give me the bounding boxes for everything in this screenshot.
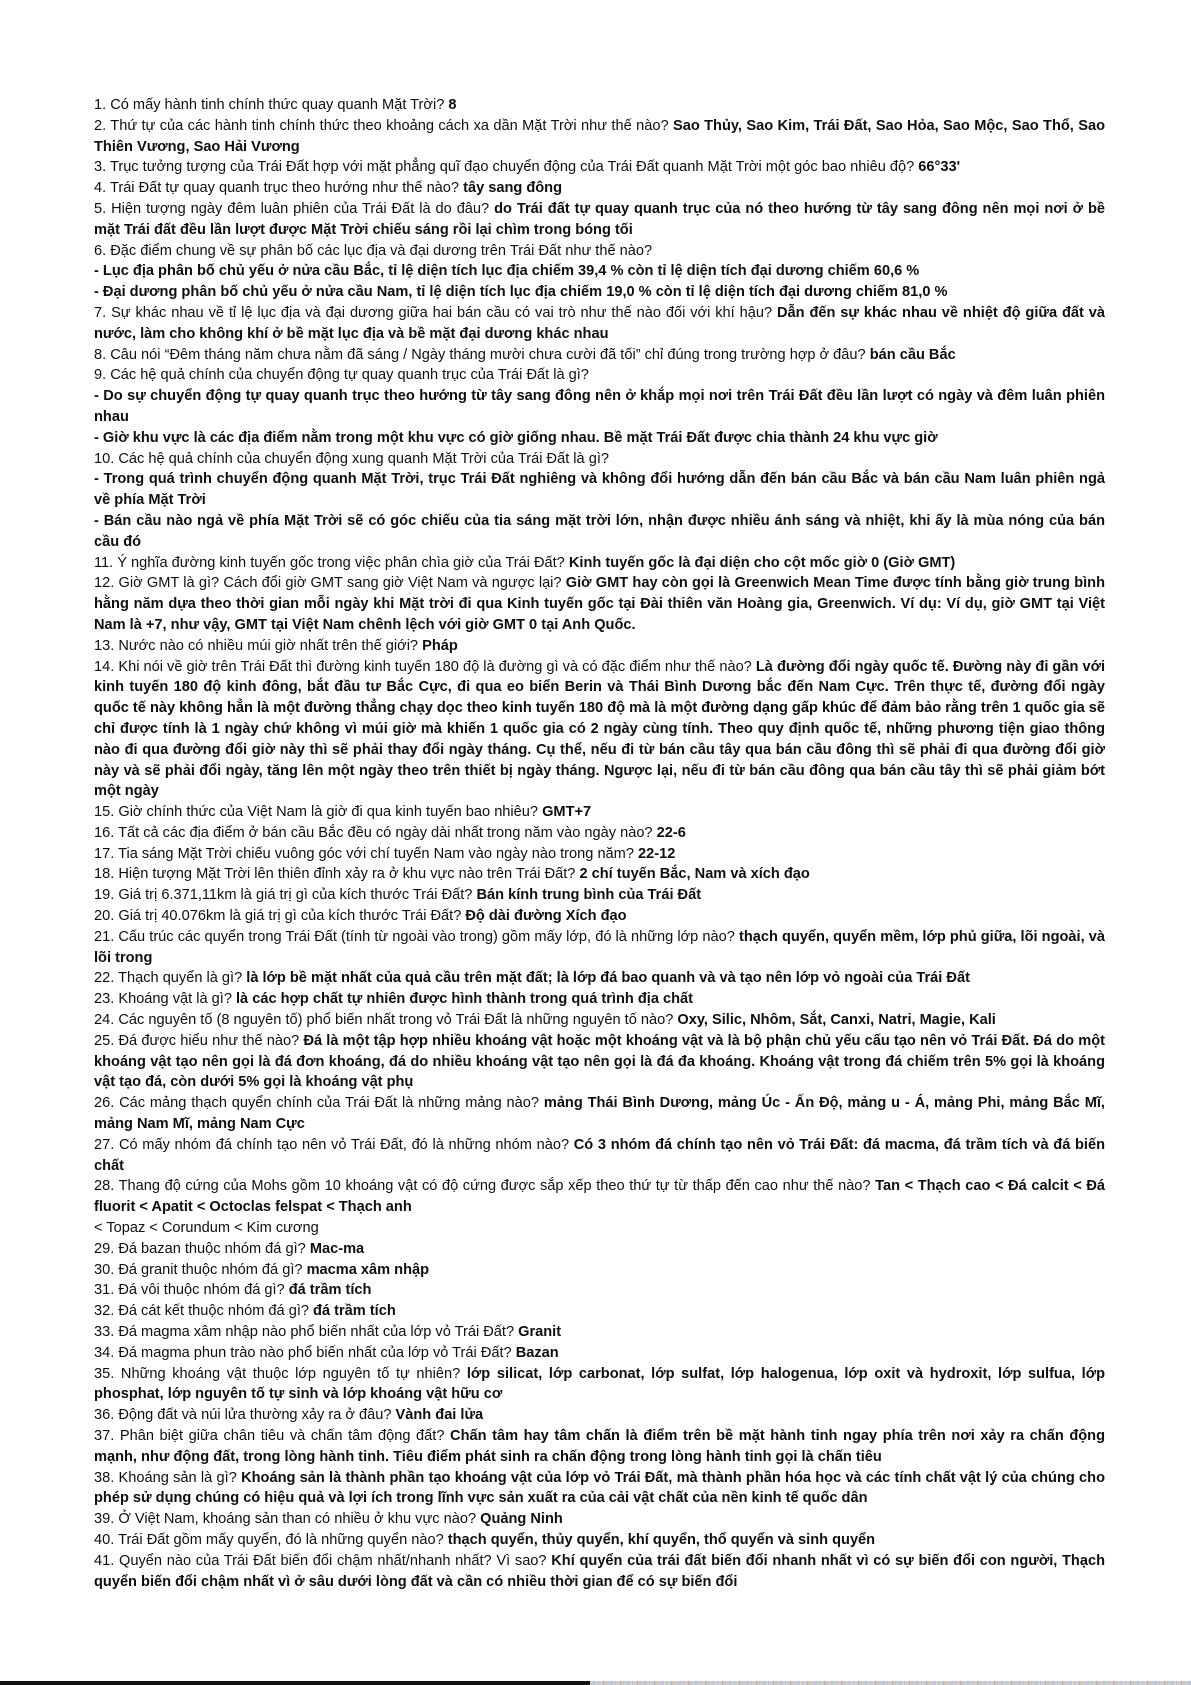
question-text: 19. Giá trị 6.371,11km là giá trị gì của kích thước Trái Đất? <box>94 887 477 904</box>
answer-text: đá trầm tích <box>313 1303 396 1320</box>
paragraph <box>94 345 1105 366</box>
paragraph <box>94 261 1105 282</box>
question-text: 14. Khi nói về giờ trên Trái Đất thì đường kinh tuyến 180 độ là đường gì và có đặc điểm như thế nào? <box>94 658 756 675</box>
answer-text: 22-12 <box>638 845 676 862</box>
question-text: 7. Sự khác nhau về tỉ lệ lục địa và đại dương giữa hai bán cầu có vai trò như thế nào đối với khí hậu? <box>94 304 777 321</box>
question-text: 41. Quyển nào của Trái Đất biến đổi chậm nhất/nhanh nhất? Vì sao? <box>94 1552 552 1569</box>
paragraph <box>94 95 1105 116</box>
question-text: 30. Đá granit thuộc nhóm đá gì? <box>94 1261 307 1278</box>
paragraph <box>94 1405 1105 1426</box>
paragraph <box>94 553 1105 574</box>
paragraph <box>94 927 1105 969</box>
question-text: 25. Đá được hiểu như thế nào? <box>94 1032 304 1049</box>
paragraph <box>94 1218 1105 1239</box>
question-text: 15. Giờ chính thức của Việt Nam là giờ đi qua kinh tuyến bao nhiêu? <box>94 804 543 821</box>
answer-text: Vành đai lửa <box>395 1407 484 1424</box>
paragraph <box>94 303 1105 345</box>
paragraph <box>94 1301 1105 1322</box>
paragraph <box>94 116 1105 158</box>
paragraph <box>94 199 1105 241</box>
answer-text: Bán kính trung bình của Trái Đất <box>476 887 702 904</box>
question-text: 16. Tất cả các địa điểm ở bán cầu Bắc đều có ngày dài nhất trong năm vào ngày nào? <box>94 824 657 841</box>
paragraph <box>94 1509 1105 1530</box>
answer-text: Pháp <box>422 637 458 654</box>
question-text: 35. Những khoáng vật thuộc lớp nguyên tố tự nhiên? <box>94 1365 467 1382</box>
paragraph <box>94 1093 1105 1135</box>
answer-text: mảng Thái Bình Dương, mảng Úc - Ấn Độ, mảng u - Á, mảng Phi, mảng Bắc Mĩ, mảng Nam Mĩ, mảng Nam Cực <box>94 1095 1105 1133</box>
taskbar-sliver-noise <box>590 1681 1191 1685</box>
question-text: 40. Trái Đất gồm mấy quyển, đó là những quyển nào? <box>94 1531 448 1548</box>
answer-text: macma xâm nhập <box>306 1261 430 1278</box>
question-text: 38. Khoáng sản là gì? <box>94 1469 242 1486</box>
paragraph <box>94 282 1105 303</box>
answer-text: là các hợp chất tự nhiên được hình thành trong quá trình địa chất <box>236 991 694 1008</box>
paragraph <box>94 1239 1105 1260</box>
answer-text: Là đường đổi ngày quốc tế. Đường này đi gần với kinh tuyến 180 độ kinh đông, bắt đầu tư Bắc Cực, đi qua eo biển Berin và Thái Bình Dương bắc đến Nam Cực. Trên thực tế, đường đổi ngày quốc tế này không hẳn là một đường thẳng chạy dọc theo kinh tuyến 180 độ mà là một đường dạng gấp khúc để đảm bảo rằng trên 1 quốc gia sẽ chỉ được tính là 1 ngày chứ không vì múi giờ mà khiến 1 quốc gia có 2 ngày cùng tính. Theo quy định quốc tế, những phương tiện giao thông nào đi qua đường đổi giờ này thì sẽ phải thay đổi ngày tháng. Cụ thể, nếu đi từ bán cầu tây qua bán cầu đông thì sẽ phải đi qua đường đổi giờ này và sẽ phải đổi ngày, tăng lên một ngày theo trên thiết bị ngày tháng. Ngược lại, nếu đi từ bán cầu đông qua bán cầu tây thì sẽ phải giảm bớt một ngày <box>94 658 1105 800</box>
answer-text: bán cầu Bắc <box>869 346 956 363</box>
answer-text: Tan < Thạch cao < Đá calcit < Đá fluorit < Apatit < Octoclas felspat < Thạch anh <box>94 1178 1106 1216</box>
answer-text: lớp silicat, lớp carbonat, lớp sulfat, lớp halogenua, lớp oxit và hydroxit, lớp sulfua, lớp phosphat, lớp nguyên tố tự sinh và lớp khoáng vật hữu cơ <box>94 1365 1105 1403</box>
question-text: 21. Cấu trúc các quyển trong Trái Đất (tính từ ngoài vào trong) gồm mấy lớp, đó là những lớp nào? <box>94 928 739 945</box>
answer-text: đá trầm tích <box>288 1282 372 1299</box>
answer-text: - Do sự chuyển động tự quay quanh trục theo hướng từ tây sang đông nên ở khắp mọi nơi trên Trái Đất đều lần lượt có ngày và đêm luân phiên nhau <box>94 388 1105 425</box>
question-text: 28. Thang độ cứng của Mohs gồm 10 khoáng vật có độ cứng được sắp xếp theo thứ tự từ thấp đến cao như thế nào? <box>94 1178 876 1195</box>
paragraph <box>94 469 1105 511</box>
paragraph <box>94 968 1105 989</box>
paragraph <box>94 449 1105 470</box>
answer-text: Khoáng sản là thành phần tạo khoáng vật của lớp vỏ Trái Đất, mà thành phần hóa học và các tính chất vật lý của chúng cho phép sử dụng chúng có hiệu quả và lợi ích trong lĩnh vực sản xuất ra của cải vật chất của nền kinh tế quốc dân <box>94 1469 1105 1507</box>
paragraph <box>94 1343 1105 1364</box>
answer-text: - Trong quá trình chuyển động quanh Mặt Trời, trục Trái Đất nghiêng và không đổi hướng dẫn đến bán cầu Bắc và bán cầu Nam luân phiên ngả về phía Mặt Trời <box>94 471 1105 509</box>
answer-text: Có 3 nhóm đá chính tạo nên vỏ Trái Đất: đá macma, đá trầm tích và đá biến chất <box>94 1136 1106 1174</box>
answer-text: Oxy, Silic, Nhôm, Sắt, Canxi, Natri, Magie, Kali <box>677 1012 996 1029</box>
paragraph <box>94 157 1105 178</box>
bottom-edge-strip <box>0 1681 1191 1685</box>
question-text: 27. Có mấy nhóm đá chính tạo nên vỏ Trái Đất, đó là những nhóm nào? <box>94 1136 574 1153</box>
question-text: 18. Hiện tượng Mặt Trời lên thiên đỉnh xảy ra ở khu vực nào trên Trái Đất? <box>94 866 580 883</box>
paragraph <box>94 1176 1105 1218</box>
answer-text: Chấn tâm hay tâm chấn là điểm trên bề mặt hành tinh ngay phía trên nơi xảy ra chấn động mạnh, như động đất, trong lòng hành tinh. Tiêu điểm phát sinh ra chấn động trong lòng hành tinh gọi là chấn tiêu <box>94 1428 1105 1465</box>
question-text: 5. Hiện tượng ngày đêm luân phiên của Trái Đất là do đâu? <box>94 200 495 217</box>
answer-text: tây sang đông <box>463 180 563 197</box>
question-text: 12. Giờ GMT là gì? Cách đổi giờ GMT sang giờ Việt Nam và ngược lại? <box>94 575 566 592</box>
paragraph <box>94 1280 1105 1301</box>
question-text: 39. Ở Việt Nam, khoáng sản than có nhiều ở khu vực nào? <box>94 1511 481 1528</box>
paragraph <box>94 386 1105 428</box>
answer-text: 66°33' <box>918 159 961 176</box>
paragraph <box>94 657 1105 803</box>
answer-text: thạch quyển, thủy quyển, khí quyển, thổ quyển và sinh quyển <box>447 1531 876 1548</box>
paragraph <box>94 844 1105 865</box>
question-text: 9. Các hệ quả chính của chuyển động tự quay quanh trục của Trái Đất là gì? <box>94 367 589 384</box>
answer-text: Dẫn đến sự khác nhau về nhiệt độ giữa đất và nước, làm cho không khí ở bề mặt lục địa và bề mặt đại dương khác nhau <box>94 304 1105 342</box>
answer-text: Độ dài đường Xích đạo <box>465 908 627 925</box>
paragraph <box>94 989 1105 1010</box>
question-text: 17. Tia sáng Mặt Trời chiếu vuông góc với chí tuyến Nam vào ngày nào trong năm? <box>94 845 639 862</box>
question-text: 1. Có mấy hành tinh chính thức quay quanh Mặt Trời? <box>94 97 449 113</box>
answer-text: GMT+7 <box>542 804 592 821</box>
answer-text: do Trái đất tự quay quanh trục của nó theo hướng từ tây sang đông nên mọi nơi ở bề mặt Trái đất đều lần lượt được Mặt Trời chiếu sáng rồi lại chìm trong bóng tối <box>94 200 1105 238</box>
answer-text: 2 chí tuyến Bắc, Nam và xích đạo <box>579 866 810 883</box>
paragraph <box>94 573 1105 635</box>
paragraph <box>94 823 1105 844</box>
answer-text: Quảng Ninh <box>480 1511 563 1528</box>
question-text: 26. Các mảng thạch quyển chính của Trái Đất là những mảng nào? <box>94 1095 544 1112</box>
question-text: 22. Thạch quyển là gì? <box>94 970 247 987</box>
paragraph <box>94 1468 1105 1510</box>
paragraph <box>94 241 1105 262</box>
question-text: 4. Trái Đất tự quay quanh trục theo hướng như thế nào? <box>94 180 464 197</box>
answer-text: - Giờ khu vực là các địa điểm nằm trong một khu vực có giờ giống nhau. Bề mặt Trái Đất được chia thành 24 khu vực giờ <box>94 429 938 446</box>
paragraph <box>94 636 1105 657</box>
answer-text: - Lục địa phân bố chủ yếu ở nửa cầu Bắc, tỉ lệ diện tích lục địa chiếm 39,4 % còn tỉ lệ diện tích đại dương chiếm 60,6 % <box>94 263 920 280</box>
answer-text: - Bán cầu nào ngả về phía Mặt Trời sẽ có góc chiếu của tia sáng mặt trời lớn, nhận được nhiều ánh sáng và nhiệt, khi ấy là mùa nóng của bán cầu đó <box>94 512 1105 550</box>
paragraph <box>94 885 1105 906</box>
answer-text: Sao Thủy, Sao Kim, Trái Đất, Sao Hỏa, Sao Mộc, Sao Thổ, Sao Thiên Vương, Sao Hải Vương <box>94 117 1105 155</box>
paragraph <box>94 1426 1105 1468</box>
paragraph <box>94 1260 1105 1281</box>
answer-text: 8 <box>448 97 457 113</box>
answer-text: Kinh tuyến gốc là đại diện cho cột mốc giờ 0 (Giờ GMT) <box>568 554 956 571</box>
question-text: 20. Giá trị 40.076km là giá trị gì của kích thước Trái Đất? <box>94 908 466 925</box>
paragraph <box>94 1530 1105 1551</box>
paragraph <box>94 178 1105 199</box>
question-text: 23. Khoáng vật là gì? <box>94 991 236 1008</box>
paragraph <box>94 1322 1105 1343</box>
question-text: 2. Thứ tự của các hành tinh chính thức theo khoảng cách xa dần Mặt Trời như thế nào? <box>94 117 673 134</box>
taskbar-sliver-dark <box>0 1681 590 1685</box>
question-text: 3. Trục tưởng tượng của Trái Đất hợp với mặt phẳng quĩ đạo chuyển động của Trái Đất quanh Mặt Trời một góc bao nhiêu độ? <box>94 159 919 176</box>
paragraph <box>94 511 1105 553</box>
answer-text: Bazan <box>515 1344 559 1361</box>
paragraph <box>94 1135 1105 1177</box>
question-text: 37. Phân biệt giữa chân tiêu và chấn tâm động đất? <box>94 1428 451 1444</box>
paragraph <box>94 365 1105 386</box>
paragraph <box>94 1364 1105 1406</box>
answer-text: Khí quyển của trái đất biến đổi nhanh nhất vì có sự biến đổi con người, Thạch quyển biến đổi chậm nhất vì ở sâu dưới lòng đất và cần có nhiều thời gian để có sự biến đổi <box>94 1552 1105 1590</box>
paragraph <box>94 428 1105 449</box>
answer-text: thạch quyển, quyển mềm, lớp phủ giữa, lõi ngoài, và lõi trong <box>94 928 1105 966</box>
question-text: 29. Đá bazan thuộc nhóm đá gì? <box>94 1240 310 1257</box>
paragraph <box>94 906 1105 927</box>
question-text: < Topaz < Corundum < Kim cương <box>94 1220 319 1237</box>
document-body <box>94 95 1105 1592</box>
answer-text: Granit <box>518 1324 562 1341</box>
answer-text: Giờ GMT hay còn gọi là Greenwich Mean Time được tính bằng giờ trung bình hằng năm dựa theo thời gian mỗi ngày khi Mặt trời đi qua Kinh tuyến gốc tại Đài thiên văn Hoàng gia, Greenwich. Ví dụ: Ví dụ, giờ GMT tại Việt Nam là +7, như vậy, GMT tại Việt Nam chênh lệch với giờ GMT 0 tại Anh Quốc. <box>94 575 1105 633</box>
question-text: 13. Nước nào có nhiều múi giờ nhất trên thế giới? <box>94 637 423 654</box>
answer-text: 22-6 <box>656 824 686 841</box>
question-text: 10. Các hệ quả chính của chuyển động xung quanh Mặt Trời của Trái Đất là gì? <box>94 450 609 467</box>
answer-text: - Đại dương phân bố chủ yếu ở nửa cầu Nam, tỉ lệ diện tích lục địa chiếm 19,0 % còn tỉ lệ diện tích đại dương chiếm 81,0 % <box>94 284 948 301</box>
answer-text: là lớp bề mặt nhất của quả cầu trên mặt đất; là lớp đá bao quanh và và tạo nên lớp vỏ ngoài của Trái Đất <box>246 970 970 987</box>
paragraph <box>94 1010 1105 1031</box>
answer-text: Đá là một tập hợp nhiều khoáng vật hoặc một khoáng vật và là bộ phận chủ yếu cấu tạo nên vỏ Trái Đất. Đá do một khoáng vật tạo nên gọi là đá đơn khoáng, đá do nhiều khoáng vật tạo nên gọi là đá đa khoáng. Khoáng vật trong đá chiếm trên 5% gọi là khoáng vật tạo đá, còn dưới 5% gọi là khoáng vật phụ <box>94 1032 1105 1091</box>
question-text: 8. Câu nói “Đêm tháng năm chưa nằm đã sáng / Ngày tháng mười chưa cười đã tối” chỉ đúng trong trường hợp ở đâu? <box>94 346 870 363</box>
question-text: 24. Các nguyên tố (8 nguyên tố) phổ biến nhất trong vỏ Trái Đất là những nguyên tố nào? <box>94 1012 678 1029</box>
answer-text: Mac-ma <box>309 1240 365 1257</box>
paragraph <box>94 1031 1105 1093</box>
question-text: 32. Đá cát kết thuộc nhóm đá gì? <box>94 1303 314 1320</box>
paragraph <box>94 802 1105 823</box>
question-text: 6. Đặc điểm chung về sự phân bố các lục địa và đại dương trên Trái Đất như thế nào? <box>94 242 653 259</box>
question-text: 36. Động đất và núi lửa thường xảy ra ở đâu? <box>94 1407 396 1424</box>
paragraph <box>94 1551 1105 1593</box>
question-text: 34. Đá magma phun trào nào phổ biến nhất của lớp vỏ Trái Đất? <box>94 1344 516 1361</box>
question-text: 11. Ý nghĩa đường kinh tuyến gốc trong việc phân chìa giờ của Trái Đất? <box>94 554 569 571</box>
paragraph <box>94 864 1105 885</box>
question-text: 33. Đá magma xâm nhập nào phổ biến nhất của lớp vỏ Trái Đất? <box>94 1324 519 1341</box>
question-text: 31. Đá vôi thuộc nhóm đá gì? <box>94 1282 289 1299</box>
